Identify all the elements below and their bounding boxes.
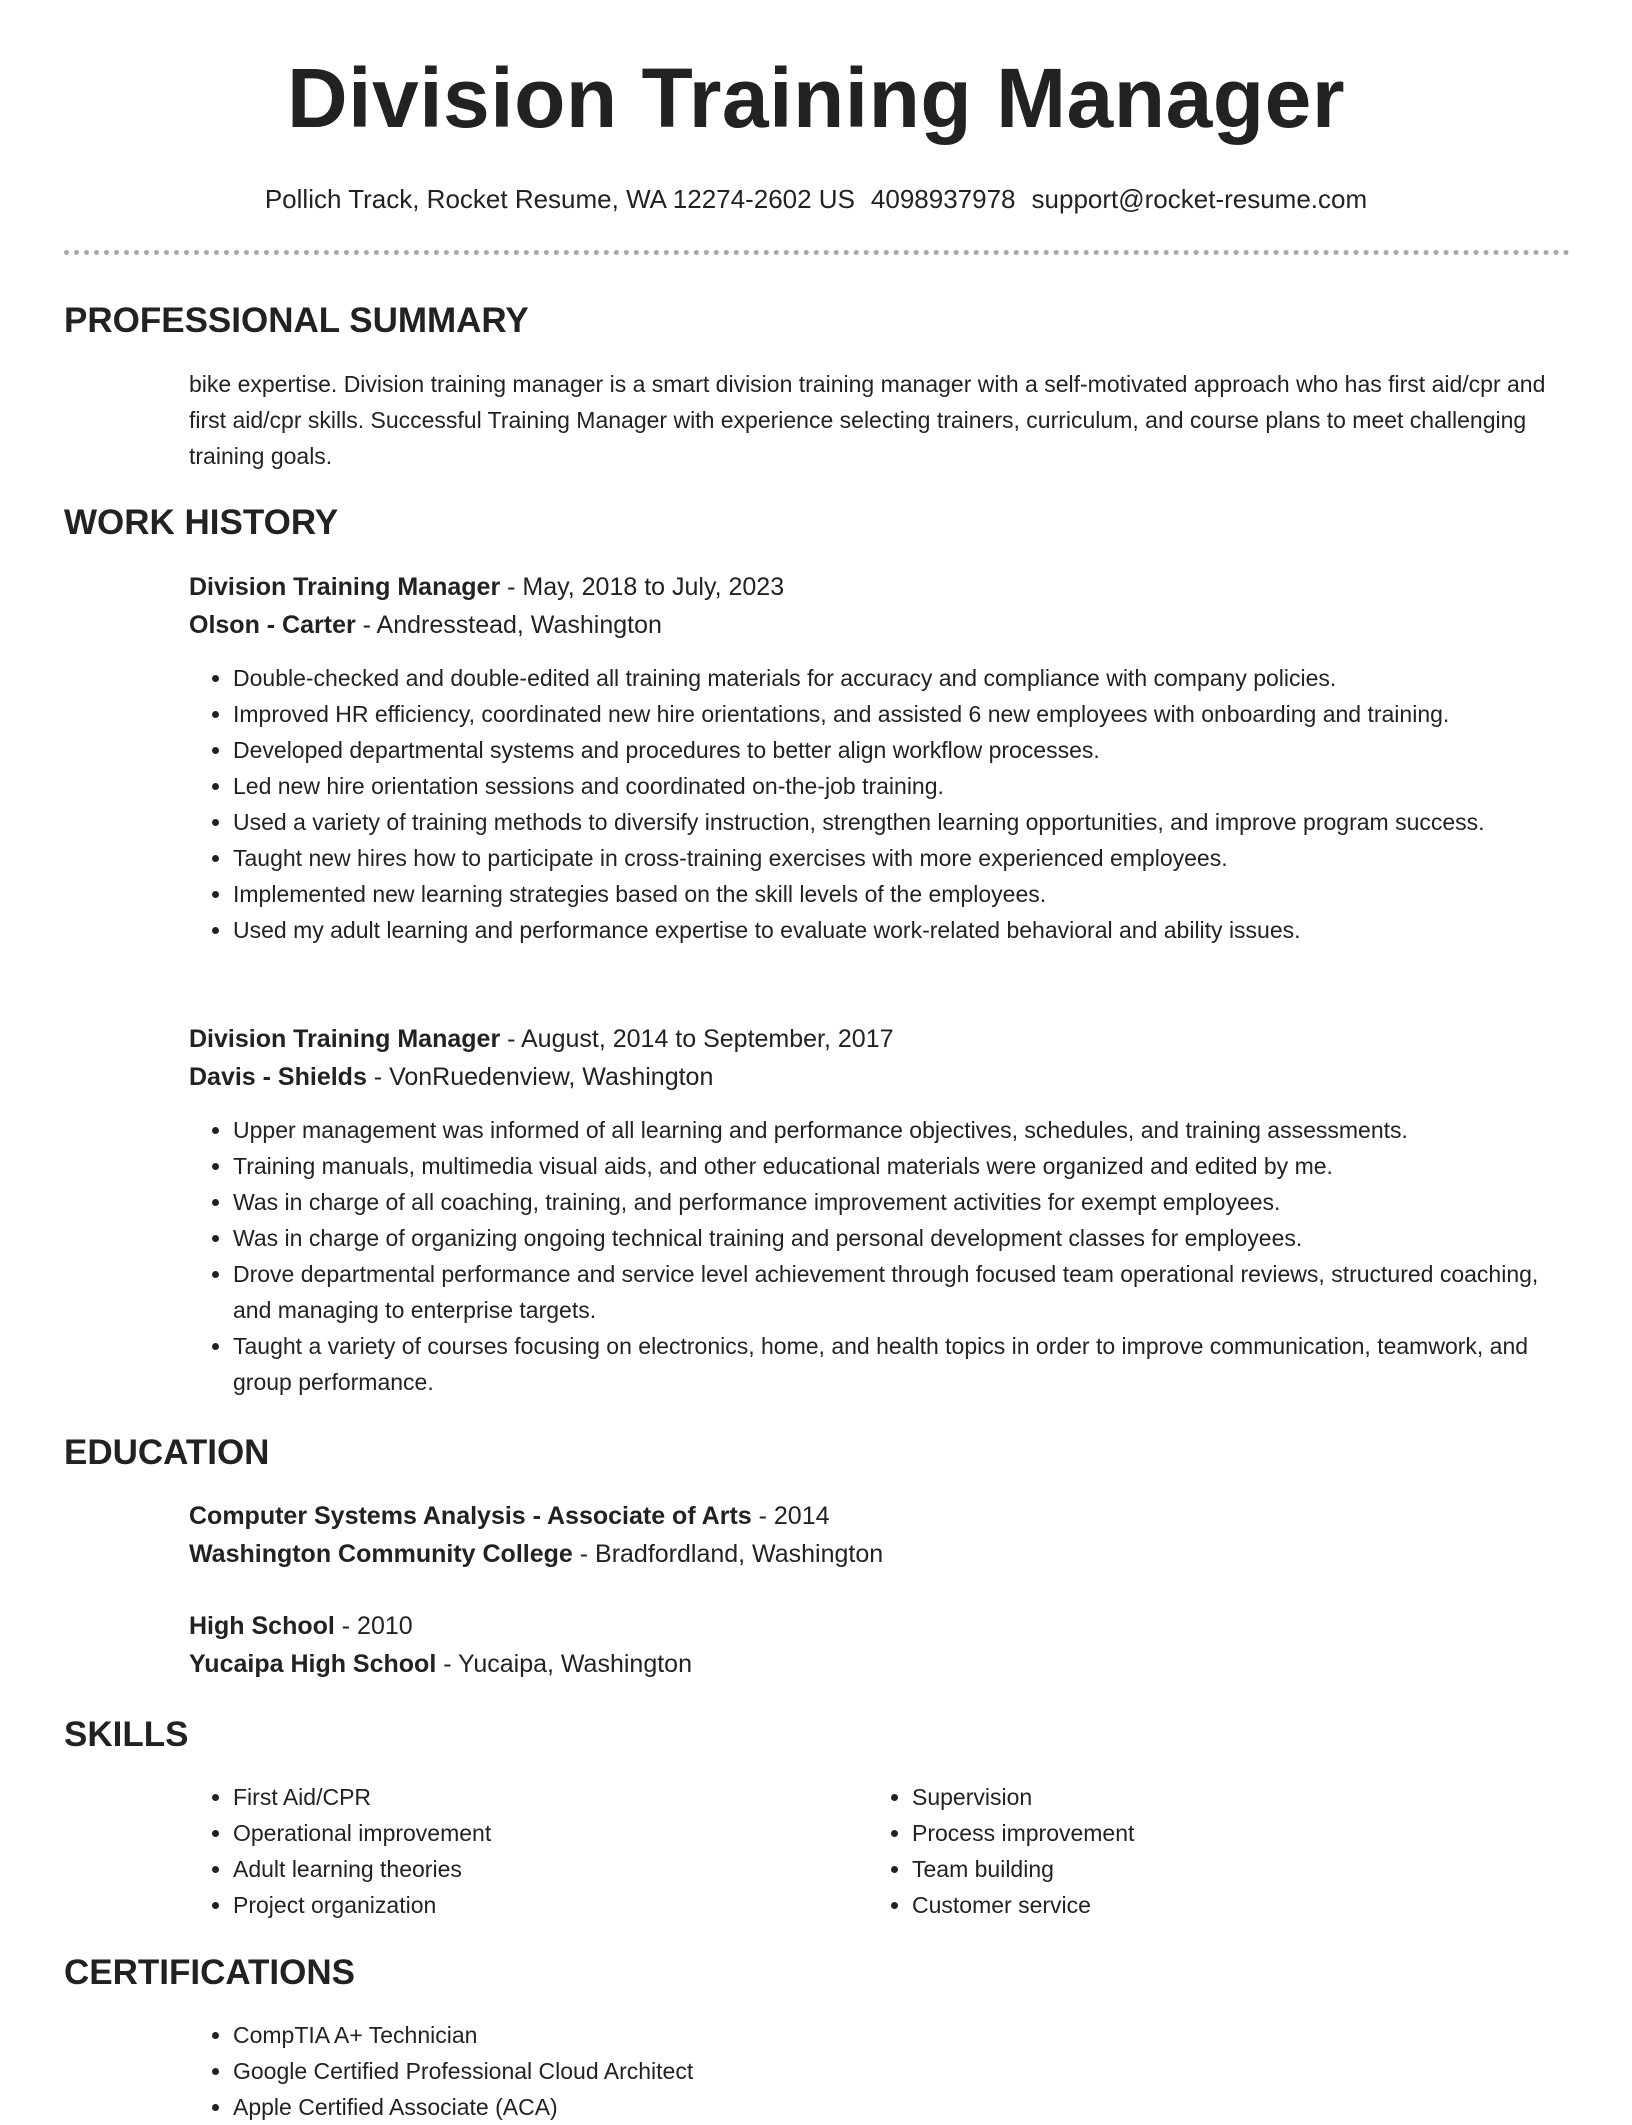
- summary-block: [189, 366, 1569, 474]
- candidate-name: Division Training Manager: [286, 51, 1346, 145]
- contact-line: [0, 181, 1632, 217]
- skill-item: • Adult learning theories: [233, 1851, 789, 1887]
- education-year: - 2010: [334, 1612, 413, 1640]
- education-degree: Computer Systems Analysis - Associate of Arts: [189, 1502, 752, 1530]
- job-entry: [189, 1020, 1569, 1400]
- job-duties-list: [189, 1112, 1569, 1400]
- job-company-line: [189, 606, 1569, 644]
- job-location: - Andresstead, Washington: [355, 611, 662, 639]
- contact-phone: 4098937978: [870, 184, 1016, 214]
- education-school-line: [189, 1535, 1569, 1573]
- skill-item: • Operational improvement: [233, 1815, 789, 1851]
- skills-column-left: [189, 1779, 789, 1923]
- education-entry: [189, 1607, 1569, 1683]
- list-item: • Drove departmental performance and service level achievement through focused team operational reviews, structured coaching, and managing to enterprise targets.: [233, 1256, 1569, 1328]
- skills-list-right: [868, 1779, 1468, 1923]
- education-entry: [189, 1497, 1569, 1573]
- certification-item: • CompTIA A+ Technician: [233, 2017, 1569, 2053]
- education-school: Washington Community College: [189, 1540, 573, 1568]
- skills-list-left: [189, 1779, 789, 1923]
- education-degree-line: [189, 1607, 1569, 1645]
- skill-item: • Project organization: [233, 1887, 789, 1923]
- section-title-certifications: CERTIFICATIONS: [64, 1953, 356, 1992]
- job-dates: - May, 2018 to July, 2023: [500, 573, 785, 601]
- list-item: • Used a variety of training methods to diversify instruction, strengthen learning opportunities, and improve program success.: [233, 804, 1569, 840]
- list-item: • Developed departmental systems and procedures to better align workflow processes.: [233, 732, 1569, 768]
- education-degree: High School: [189, 1612, 335, 1640]
- skill-item: • Team building: [912, 1851, 1468, 1887]
- job-title-line: [189, 568, 1569, 606]
- skill-item: • First Aid/CPR: [233, 1779, 789, 1815]
- education-location: - Bradfordland, Washington: [572, 1540, 884, 1568]
- section-title-summary: PROFESSIONAL SUMMARY: [64, 301, 529, 340]
- list-item: • Taught new hires how to participate in cross-training exercises with more experienced employees.: [233, 840, 1569, 876]
- list-item: • Implemented new learning strategies based on the skill levels of the employees.: [233, 876, 1569, 912]
- job-position: Division Training Manager: [189, 1025, 501, 1053]
- certification-item: • Google Certified Professional Cloud Architect: [233, 2053, 1569, 2089]
- skill-item: • Supervision: [912, 1779, 1468, 1815]
- job-dates: - August, 2014 to September, 2017: [500, 1025, 894, 1053]
- certification-item: • Apple Certified Associate (ACA): [233, 2089, 1569, 2125]
- certifications-block: [189, 2017, 1569, 2125]
- list-item: • Taught a variety of courses focusing on electronics, home, and health topics in order to improve communication, teamwork, and group performance.: [233, 1328, 1569, 1400]
- list-item: • Improved HR efficiency, coordinated new hire orientations, and assisted 6 new employees with onboarding and training.: [233, 696, 1569, 732]
- header-divider: [64, 250, 1570, 255]
- education-degree-line: [189, 1497, 1569, 1535]
- list-item: • Upper management was informed of all learning and performance objectives, schedules, and training assessments.: [233, 1112, 1569, 1148]
- education-year: - 2014: [751, 1502, 830, 1530]
- job-title-line: [189, 1020, 1569, 1058]
- contact-address: Pollich Track, Rocket Resume, WA 12274-2602 US: [264, 184, 855, 214]
- education-school: Yucaipa High School: [189, 1650, 437, 1678]
- education-school-line: [189, 1645, 1569, 1683]
- job-duties-list: [189, 660, 1569, 948]
- contact-email: support@rocket-resume.com: [1031, 184, 1368, 214]
- list-item: • Led new hire orientation sessions and coordinated on-the-job training.: [233, 768, 1569, 804]
- section-title-work-history: WORK HISTORY: [64, 503, 339, 542]
- list-item: • Was in charge of all coaching, training, and performance improvement activities for exempt employees.: [233, 1184, 1569, 1220]
- education-location: - Yucaipa, Washington: [436, 1650, 692, 1678]
- certifications-list: [189, 2017, 1569, 2125]
- job-company: Davis - Shields: [189, 1063, 367, 1091]
- summary-text: bike expertise. Division training manager is a smart division training manager with a self-motivated approach who has first aid/cpr and first aid/cpr skills. Successful Training Manager with experience selecting trainers, curriculum, and course plans to meet challenging training goals.: [189, 371, 1546, 469]
- job-company: Olson - Carter: [189, 611, 356, 639]
- list-item: • Double-checked and double-edited all training materials for accuracy and compliance with company policies.: [233, 660, 1569, 696]
- job-company-line: [189, 1058, 1569, 1096]
- section-title-education: EDUCATION: [64, 1433, 270, 1472]
- job-location: - VonRuedenview, Washington: [366, 1063, 714, 1091]
- list-item: • Was in charge of organizing ongoing technical training and personal development classes for employees.: [233, 1220, 1569, 1256]
- job-entry: [189, 568, 1569, 948]
- section-title-skills: SKILLS: [64, 1715, 189, 1754]
- skill-item: • Customer service: [912, 1887, 1468, 1923]
- skill-item: • Process improvement: [912, 1815, 1468, 1851]
- list-item: • Training manuals, multimedia visual aids, and other educational materials were organized and edited by me.: [233, 1148, 1569, 1184]
- list-item: • Used my adult learning and performance expertise to evaluate work-related behavioral and ability issues.: [233, 912, 1569, 948]
- skills-column-right: [868, 1779, 1468, 1923]
- job-position: Division Training Manager: [189, 573, 501, 601]
